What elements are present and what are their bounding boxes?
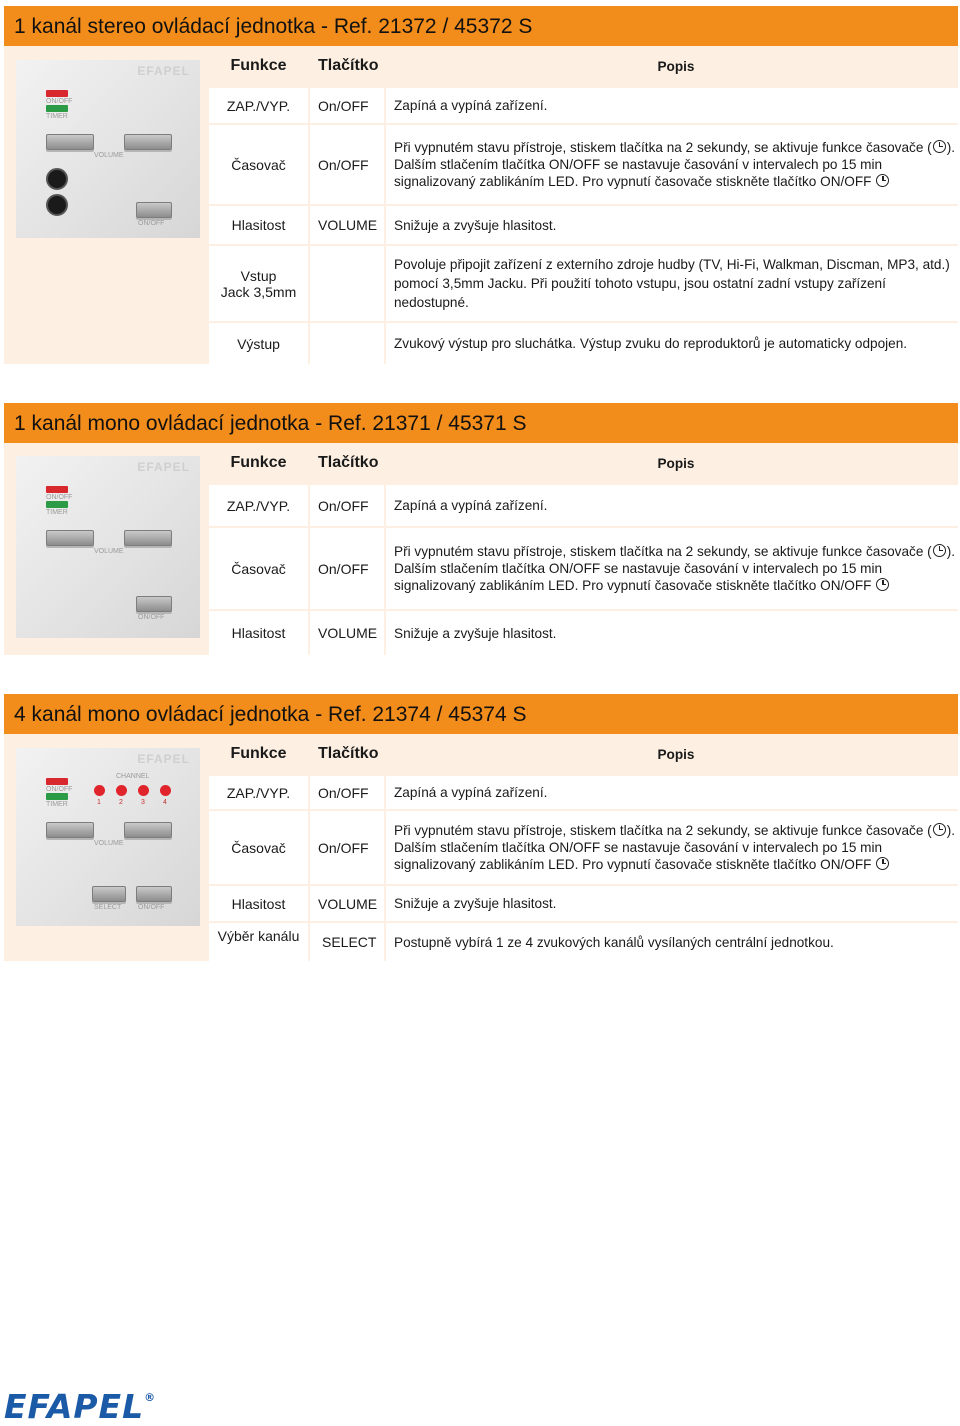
section-title-bar [4, 694, 958, 734]
row-popis-text [394, 822, 958, 873]
volume-label: VOLUME [94, 548, 124, 555]
volume-label: VOLUME [94, 840, 124, 847]
row-popis-text: Snižuje a zvyšuje hlasitost. [394, 625, 557, 641]
row-funkce: Hlasitost [209, 206, 308, 244]
row-tlacitko: On/OFF [310, 125, 384, 204]
channel-1-led [94, 785, 105, 796]
row-funkce: ZAP./VYP. [209, 88, 308, 123]
onoff-label: ON/OFF [138, 614, 165, 621]
section-stereo [4, 6, 958, 364]
onoff-button[interactable] [136, 596, 172, 612]
section-title: 4 kanál mono ovládací jednotka - Ref. 21374 / 45374 S [14, 703, 527, 726]
row-popis [386, 886, 958, 921]
channel-3-led [138, 785, 149, 796]
section-mono-4ch [4, 694, 958, 961]
row-popis [386, 485, 958, 526]
volume-down-button[interactable] [46, 134, 94, 150]
led-timer-label: TIMER [46, 113, 68, 120]
device-panel-image [16, 60, 200, 238]
row-popis [386, 88, 958, 123]
row-popis-text: Snižuje a zvyšuje hlasitost. [394, 896, 557, 911]
registered-mark: ® [144, 1391, 157, 1404]
row-tlacitko: VOLUME [310, 206, 384, 244]
popis-part: ). Dalším stlačením tlačítka ON/OFF se nastavuje časování v intervalech po 15 min signalizovaný zablikáním LED. Pro vypnutí časovače stiskněte tlačítko ON/OFF [394, 823, 956, 872]
row-funkce: ZAP./VYP. [209, 776, 308, 809]
row-funkce: Hlasitost [209, 886, 308, 921]
channel-3-number: 3 [141, 799, 145, 806]
timer-clock-icon [876, 174, 889, 187]
row-popis [386, 811, 958, 884]
row-tlacitko: On/OFF [310, 88, 384, 123]
section-mono-1ch [4, 403, 958, 655]
green-led [46, 793, 68, 800]
device-panel-image [16, 456, 200, 638]
popis-part: Při vypnutém stavu přístroje, stiskem tlačítka na 2 sekundy, se aktivuje funkce časovače ( [394, 823, 932, 838]
header-funkce: Funkce [230, 745, 287, 762]
jack-input-icon [46, 168, 68, 190]
row-popis-text: Postupně vybírá 1 ze 4 zvukových kanálů vysílaných centrální jednotkou. [394, 934, 834, 950]
row-tlacitko: SELECT [310, 923, 384, 961]
row-funkce: Hlasitost [209, 611, 308, 655]
led-onoff-label: ON/OFF [46, 494, 73, 501]
panel-brand-text: EFAPEL [137, 460, 190, 474]
channel-label: CHANNEL [116, 773, 150, 780]
row-funkce: Výstup [209, 323, 308, 364]
header-tlacitko: Tlačítko [318, 454, 379, 471]
row-popis-text: Zvukový výstup pro sluchátka. Výstup zvuku do reproduktorů je automaticky odpojen. [394, 336, 908, 351]
volume-up-button[interactable] [124, 822, 172, 838]
row-funkce: Časovač [209, 528, 308, 609]
row-popis-text: Snižuje a zvyšuje hlasitost. [394, 217, 557, 233]
red-led [46, 90, 68, 97]
row-popis [386, 611, 958, 655]
section-title-bar [4, 403, 958, 443]
row-funkce-line1: Vstup [240, 267, 277, 284]
device-panel-image [16, 748, 200, 926]
row-popis-text: Zapíná a vypíná zařízení. [394, 785, 548, 800]
channel-4-led [160, 785, 171, 796]
popis-part: ). Dalším stlačením tlačítka ON/OFF se nastavuje časování v intervalech po 15 min signalizovaný zablikáním LED. Pro vypnutí časovače stiskněte tlačítko ON/OFF [394, 544, 956, 593]
channel-1-number: 1 [97, 799, 101, 806]
function-table [209, 443, 958, 655]
row-funkce: ZAP./VYP. [209, 485, 308, 526]
row-popis [386, 323, 958, 364]
volume-label: VOLUME [94, 152, 124, 159]
header-popis: Popis [657, 455, 695, 471]
row-tlacitko: VOLUME [310, 611, 384, 655]
row-tlacitko [310, 323, 384, 364]
red-led [46, 486, 68, 493]
row-funkce [209, 246, 308, 321]
row-funkce: Časovač [209, 811, 308, 884]
timer-clock-icon [876, 857, 889, 870]
led-timer-label: TIMER [46, 509, 68, 516]
section-title-bar [4, 6, 958, 46]
row-popis [386, 246, 958, 321]
row-funkce [209, 923, 308, 961]
function-table [209, 734, 958, 961]
headphone-jack-icon [46, 194, 68, 216]
panel-brand-text: EFAPEL [137, 64, 190, 78]
popis-part: ). Dalším stlačením tlačítka ON/OFF se nastavuje časování v intervalech po 15 min signalizovaný zablikáním LED. Pro vypnutí časovače stiskněte tlačítko ON/OFF [394, 140, 956, 189]
row-popis-text [394, 543, 958, 594]
onoff-button[interactable] [136, 202, 172, 218]
row-tlacitko: On/OFF [310, 811, 384, 884]
row-popis-text: Zapíná a vypíná zařízení. [394, 98, 548, 113]
header-funkce: Funkce [230, 57, 287, 74]
header-tlacitko: Tlačítko [318, 745, 379, 762]
panel-brand-text: EFAPEL [137, 752, 190, 766]
volume-up-button[interactable] [124, 134, 172, 150]
volume-up-button[interactable] [124, 530, 172, 546]
row-tlacitko [310, 246, 384, 321]
row-tlacitko: On/OFF [310, 776, 384, 809]
row-popis [386, 528, 958, 609]
timer-clock-icon [933, 823, 946, 836]
onoff-label: ON/OFF [138, 220, 165, 227]
logo-text: EFAPEL [4, 1387, 145, 1426]
led-onoff-label: ON/OFF [46, 786, 73, 793]
timer-clock-icon [876, 578, 889, 591]
row-popis-text [394, 139, 958, 190]
header-popis: Popis [657, 58, 695, 74]
select-button[interactable] [92, 886, 126, 902]
green-led [46, 501, 68, 508]
green-led [46, 105, 68, 112]
onoff-button[interactable] [136, 886, 172, 902]
popis-part: Při vypnutém stavu přístroje, stiskem tlačítka na 2 sekundy, se aktivuje funkce časovače ( [394, 140, 932, 155]
section-title: 1 kanál stereo ovládací jednotka - Ref. 21372 / 45372 S [14, 15, 533, 38]
row-tlacitko: On/OFF [310, 485, 384, 526]
row-tlacitko: VOLUME [310, 886, 384, 921]
popis-part: Při vypnutém stavu přístroje, stiskem tlačítka na 2 sekundy, se aktivuje funkce časovače ( [394, 544, 932, 559]
efapel-logo [4, 1387, 157, 1426]
channel-4-number: 4 [163, 799, 167, 806]
row-popis [386, 776, 958, 809]
header-funkce: Funkce [230, 454, 287, 471]
volume-down-button[interactable] [46, 530, 94, 546]
header-popis: Popis [657, 746, 695, 762]
section-title: 1 kanál mono ovládací jednotka - Ref. 21371 / 45371 S [14, 412, 527, 435]
row-funkce-text: Výběr kanálu [217, 928, 300, 944]
red-led [46, 778, 68, 785]
volume-down-button[interactable] [46, 822, 94, 838]
select-label: SELECT [94, 904, 122, 911]
row-popis-text: Povoluje připojit zařízení z externího zdroje hudby (TV, Hi-Fi, Walkman, Discman, MP3, atd.) pomocí 3,5mm Jacku. Při použití tohoto vstupu, jsou ostatní zadní vstupy zařízení nedostupné. [394, 257, 950, 310]
channel-2-led [116, 785, 127, 796]
row-funkce: Časovač [209, 125, 308, 204]
timer-clock-icon [933, 544, 946, 557]
channel-2-number: 2 [119, 799, 123, 806]
onoff-label: ON/OFF [138, 904, 165, 911]
row-popis [386, 923, 958, 961]
row-tlacitko: On/OFF [310, 528, 384, 609]
row-popis [386, 206, 958, 244]
row-popis [386, 125, 958, 204]
row-popis-text: Zapíná a vypíná zařízení. [394, 498, 548, 513]
row-funkce-line2: Jack 3,5mm [220, 283, 297, 300]
header-tlacitko: Tlačítko [318, 57, 379, 74]
function-table [209, 46, 958, 364]
led-onoff-label: ON/OFF [46, 98, 73, 105]
timer-clock-icon [933, 140, 946, 153]
led-timer-label: TIMER [46, 801, 68, 808]
